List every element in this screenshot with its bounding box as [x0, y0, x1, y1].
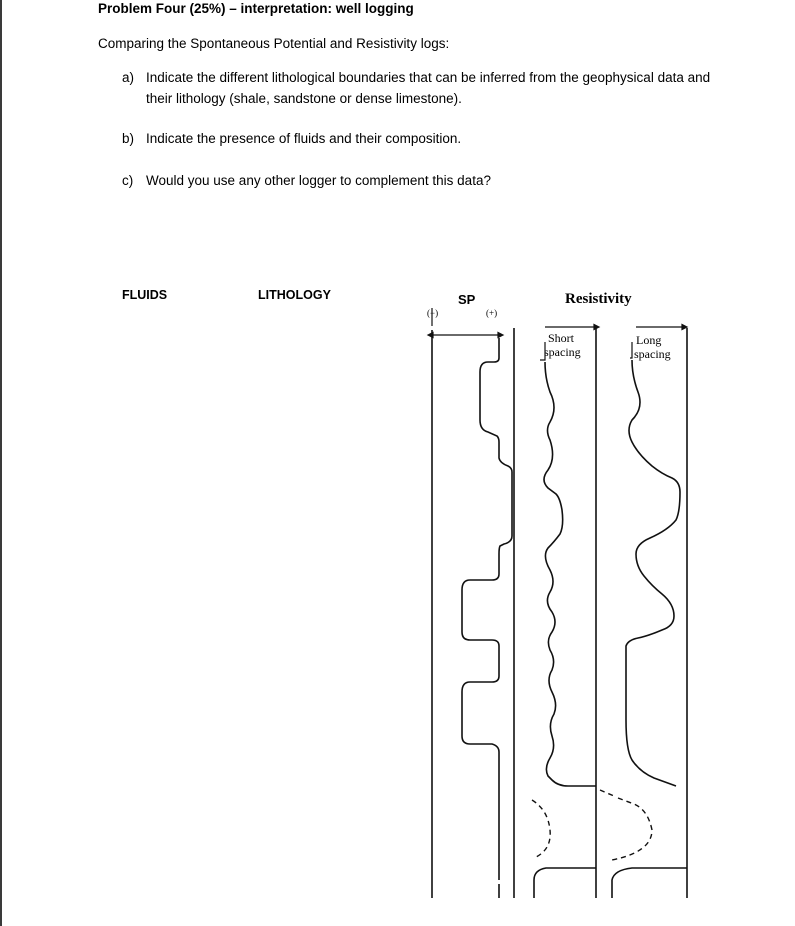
- resistivity-title: Resistivity: [565, 291, 632, 307]
- question-text: Would you use any other logger to complement this data?: [146, 173, 491, 188]
- problem-intro: Comparing the Spontaneous Potential and Resistivity logs:: [98, 36, 450, 51]
- long-spacing-bottom-curve: [612, 868, 687, 898]
- long-spacing-label-line2: spacing: [634, 347, 671, 361]
- short-spacing-label-line1: Short: [548, 331, 575, 345]
- sp-curve: [462, 338, 512, 898]
- long-spacing-label-line1: Long: [636, 333, 662, 347]
- short-spacing-shale-dashed-curve: [532, 800, 550, 858]
- question-label: c): [122, 173, 134, 188]
- short-spacing-resistivity-curve: [544, 362, 596, 786]
- long-spacing-resistivity-curve: [626, 360, 680, 786]
- sp-negative-label: (−): [427, 308, 439, 318]
- question-text: Indicate the different lithological boundaries that can be inferred from the geophysical data and their lithology (shale, sandstone or dense limestone).: [146, 70, 711, 106]
- problem-title: Problem Four (25%) – interpretation: well logging: [98, 1, 414, 16]
- fluids-column-header: FLUIDS: [122, 288, 168, 302]
- long-spacing-shale-dashed-curve: [600, 790, 652, 860]
- page-left-border: [0, 0, 2, 926]
- well-log-figure: [400, 280, 700, 906]
- question-label: b): [122, 131, 135, 146]
- short-spacing-label-line2: spacing: [544, 345, 581, 359]
- question-text: Indicate the presence of fluids and their composition.: [146, 131, 462, 146]
- question-label: a): [122, 70, 135, 85]
- short-spacing-bottom-curve: [534, 868, 596, 898]
- sp-title: SP: [458, 292, 476, 307]
- lithology-column-header: LITHOLOGY: [258, 288, 331, 302]
- sp-positive-label: (+): [486, 308, 498, 318]
